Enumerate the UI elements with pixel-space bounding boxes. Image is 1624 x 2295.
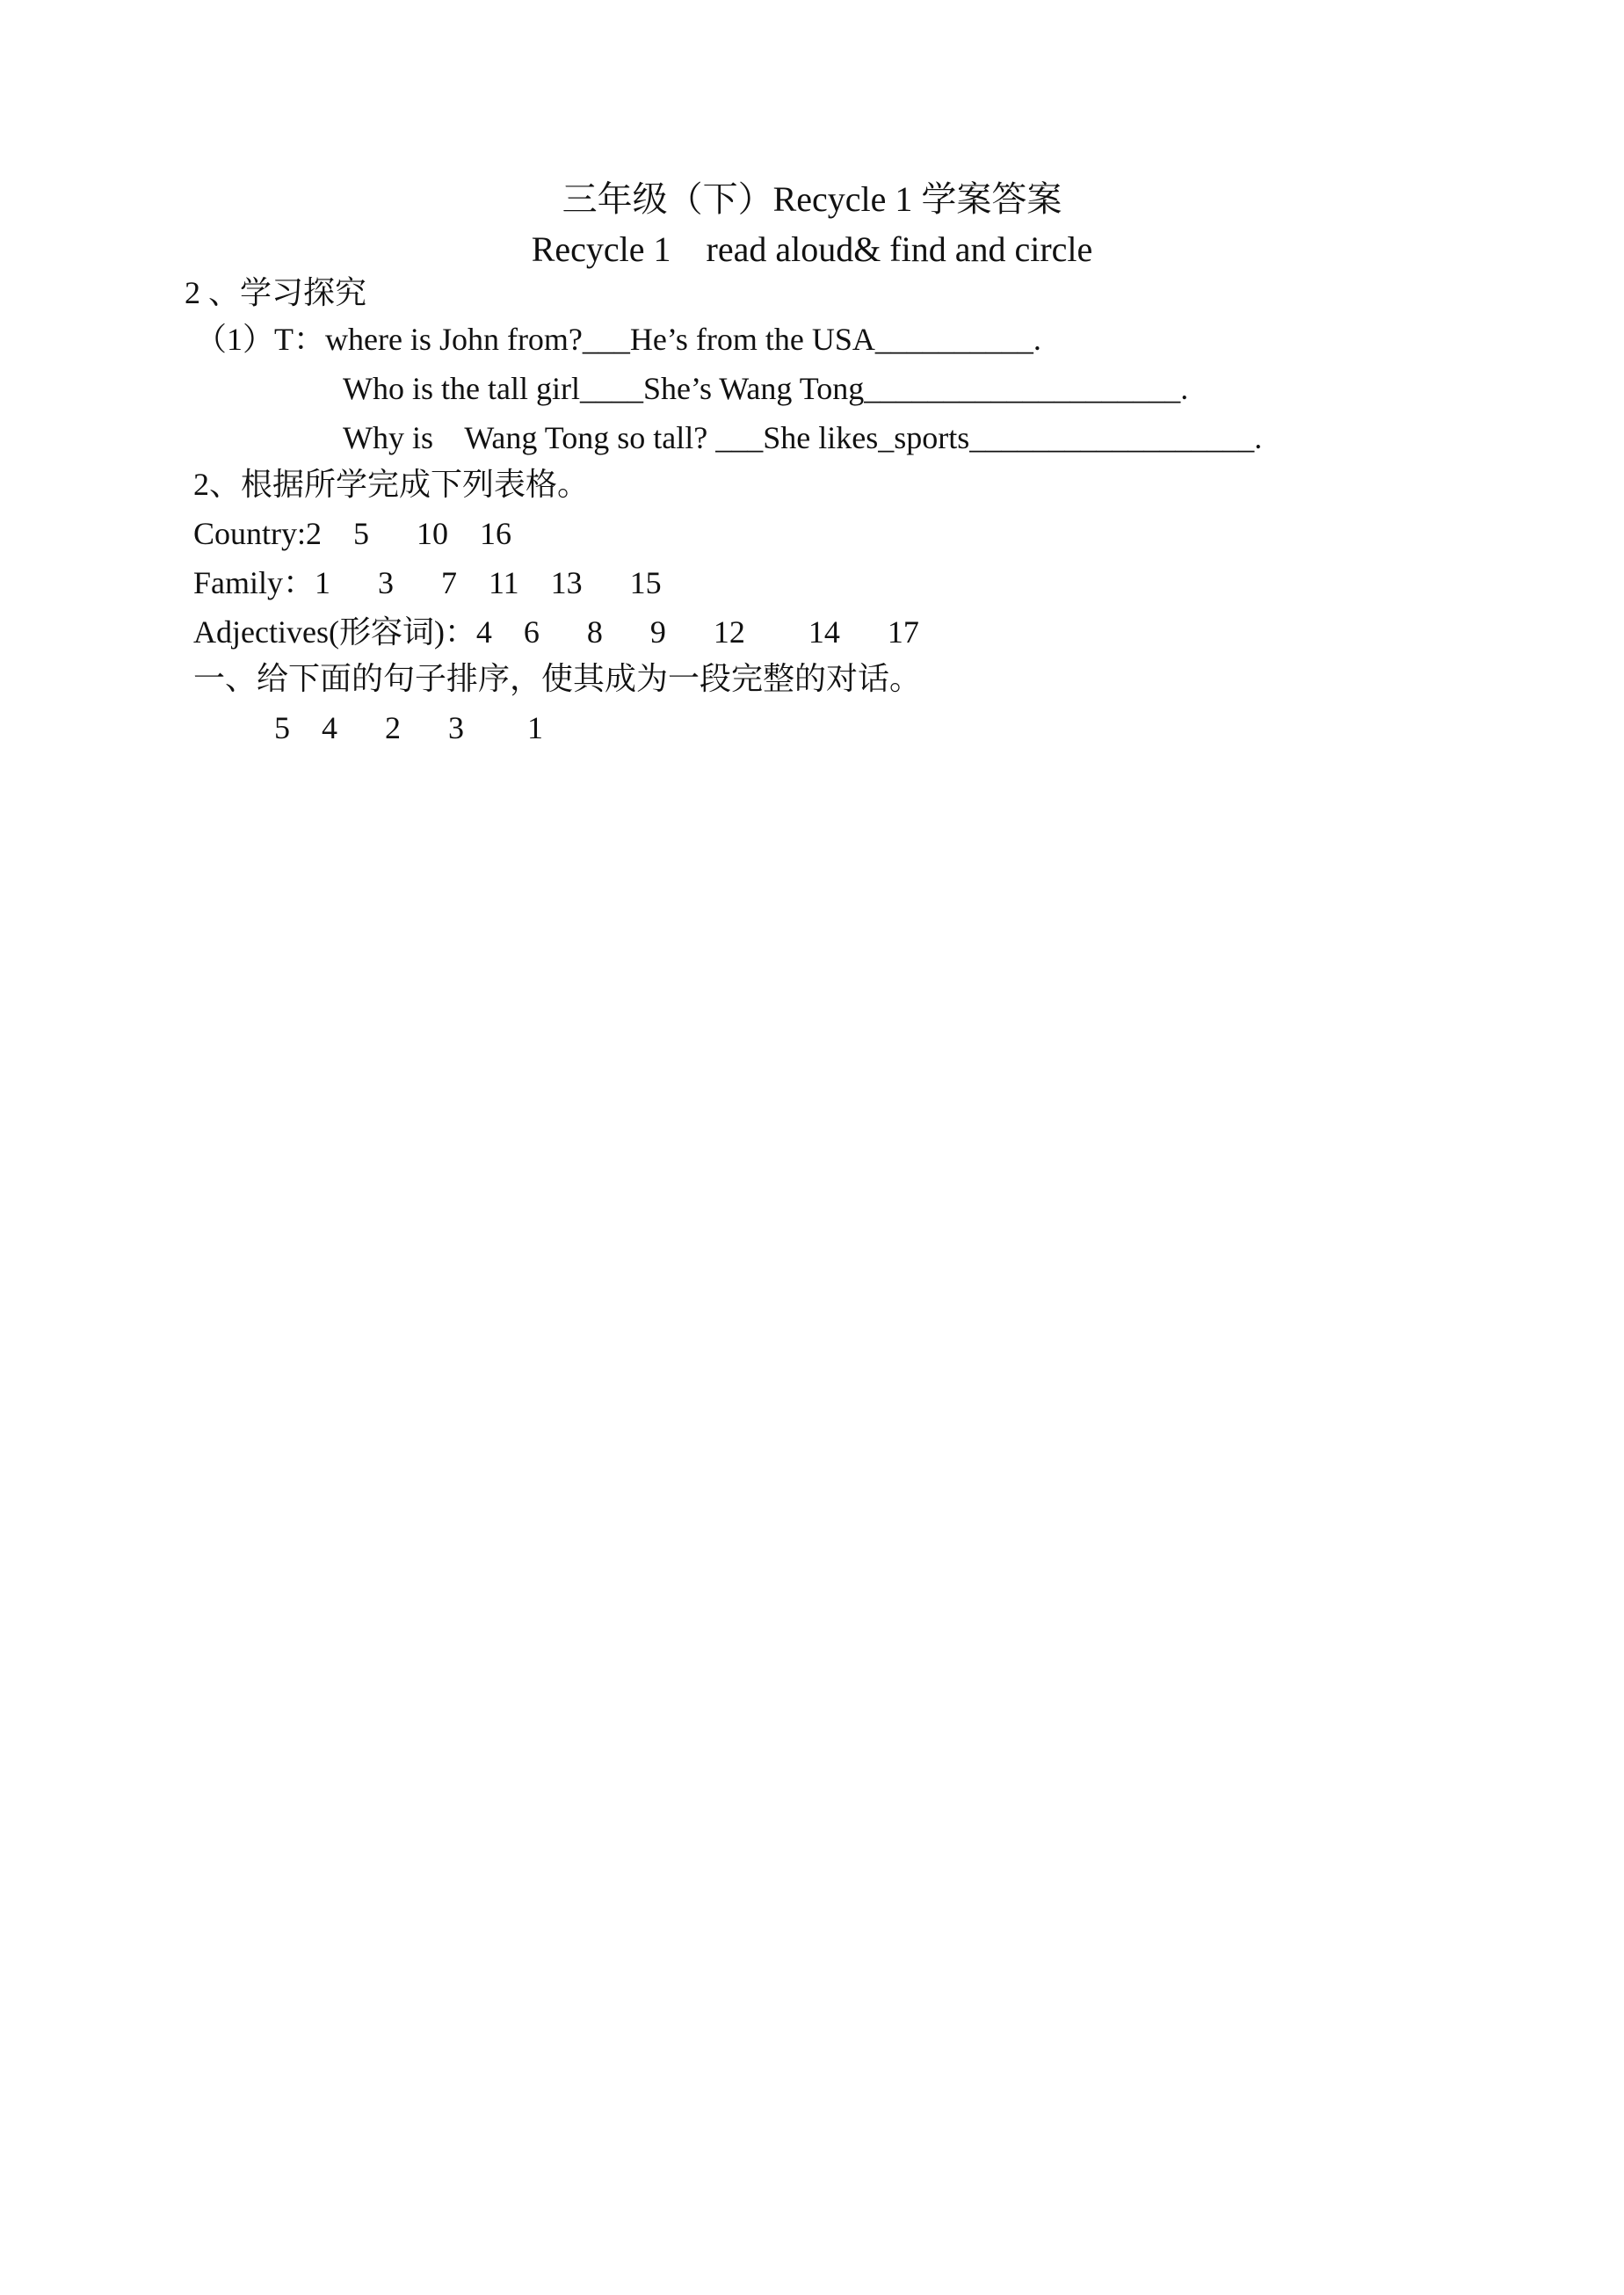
order-answer-line: 5 4 2 3 1 bbox=[274, 710, 543, 745]
country-answer-line: Country:2 5 10 16 bbox=[193, 516, 512, 551]
section-heading-study: 2 、学习探究 bbox=[185, 275, 367, 310]
doc-subtitle: Recycle 1 read aloud& find and circle bbox=[531, 229, 1093, 269]
question-line-1: （1）T：where is John from?___He’s from the USA__________. bbox=[195, 322, 1041, 357]
question-line-3: Why is Wang Tong so tall? ___She likes_sports__________________. bbox=[343, 420, 1263, 455]
section-heading-order: 一、给下面的句子排序，使其成为一段完整的对话。 bbox=[193, 661, 922, 696]
family-answer-line: Family：1 3 7 11 13 15 bbox=[193, 565, 662, 600]
adjectives-answer-line: Adjectives(形容词)：4 6 8 9 12 14 17 bbox=[193, 614, 919, 650]
section-heading-table: 2、根据所学完成下列表格。 bbox=[193, 467, 590, 502]
doc-title: 三年级（下）Recycle 1 学案答案 bbox=[562, 179, 1062, 219]
question-line-2: Who is the tall girl____She’s Wang Tong____________________. bbox=[343, 371, 1189, 406]
